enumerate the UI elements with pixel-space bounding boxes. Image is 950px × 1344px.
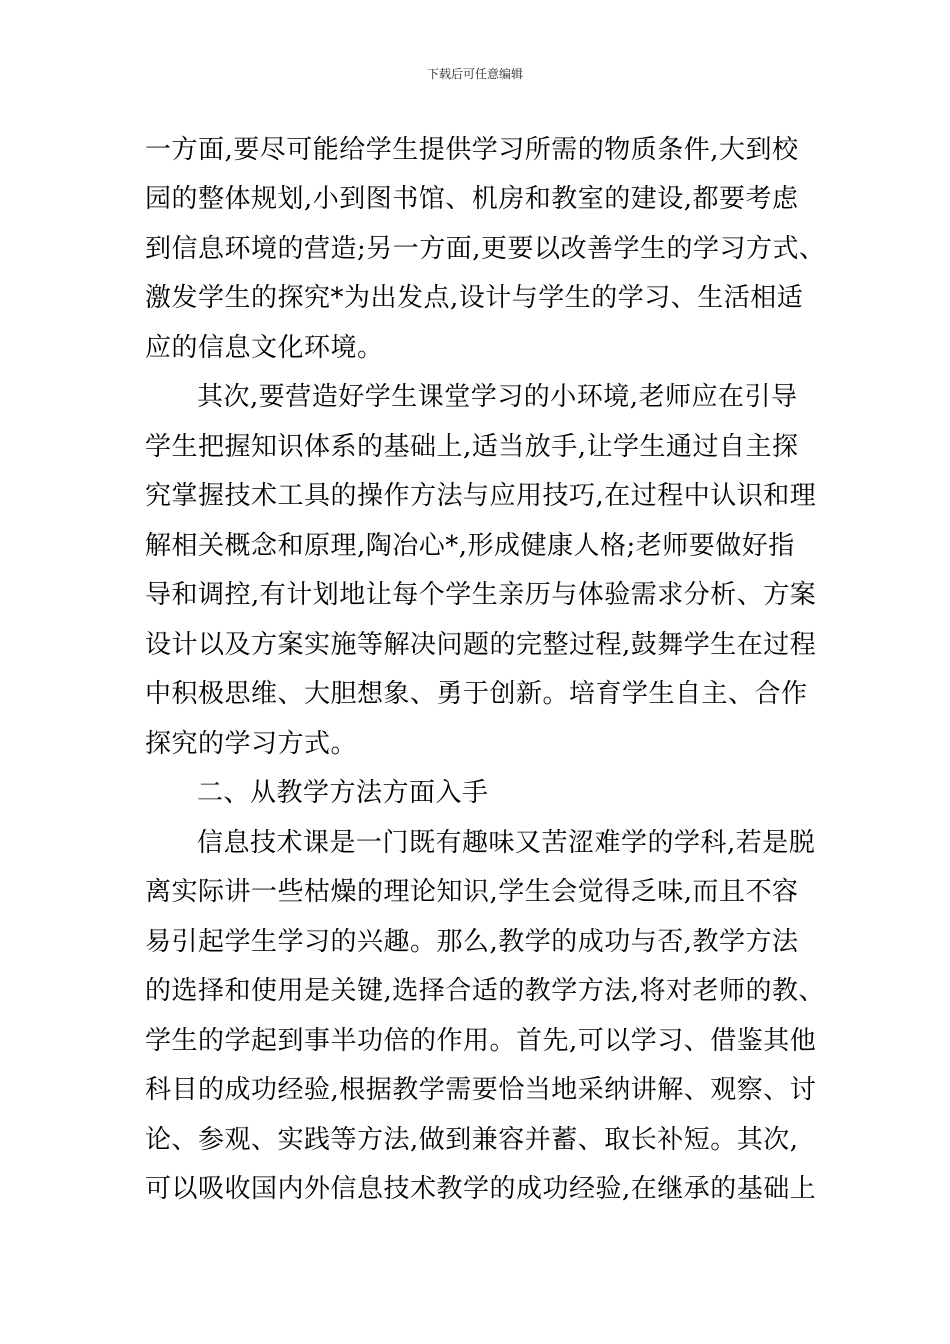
text-line: 探究的学习方式。 — [145, 729, 358, 759]
text-line: 一方面,要尽可能给学生提供学习所需的物质条件,大到校 — [145, 135, 799, 165]
text-line: 园的整体规划,小到图书馆、机房和教室的建设,都要考虑 — [145, 184, 799, 214]
text-line: 激发学生的探究*为出发点,设计与学生的学习、生活相适 — [145, 283, 804, 313]
text-line: 中积极思维、大胆想象、勇于创新。培育学生自主、合作 — [145, 679, 808, 709]
text-line: 设计以及方案实施等解决问题的完整过程,鼓舞学生在过程 — [145, 630, 817, 660]
text-line: 离实际讲一些枯燥的理论知识,学生会觉得乏味,而且不容 — [145, 877, 799, 907]
section-heading: 二、从教学方法方面入手 — [197, 778, 489, 808]
text-line: 论、参观、实践等方法,做到兼容并蓄、取长补短。其次, — [145, 1125, 799, 1155]
text-line: 到信息环境的营造;另一方面,更要以改善学生的学习方式、 — [145, 234, 826, 264]
text-line: 易引起学生学习的兴趣。那么,教学的成功与否,教学方法 — [145, 927, 799, 957]
paragraph-first-line: 其次,要营造好学生课堂学习的小环境,老师应在引导 — [197, 382, 798, 412]
paragraph-first-line: 信息技术课是一门既有趣味又苦涩难学的学科,若是脱 — [197, 828, 816, 858]
text-line: 解相关概念和原理,陶冶心*,形成健康人格;老师要做好指 — [145, 531, 795, 561]
text-line: 科目的成功经验,根据教学需要恰当地采纳讲解、观察、讨 — [145, 1075, 817, 1105]
text-line: 学生的学起到事半功倍的作用。首先,可以学习、借鉴其他 — [145, 1026, 817, 1056]
text-line: 导和调控,有计划地让每个学生亲历与体验需求分析、方案 — [145, 580, 817, 610]
text-line: 究掌握技术工具的操作方法与应用技巧,在过程中认识和理 — [145, 481, 817, 511]
text-line: 应的信息文化环境。 — [145, 333, 384, 363]
page-header: 下载后可任意编辑 — [426, 67, 523, 81]
text-line: 可以吸收国内外信息技术教学的成功经验,在继承的基础上 — [145, 1174, 817, 1204]
text-line: 学生把握知识体系的基础上,适当放手,让学生通过自主探 — [145, 432, 799, 462]
text-line: 的选择和使用是关键,选择合适的教学方法,将对老师的教、 — [145, 976, 826, 1006]
